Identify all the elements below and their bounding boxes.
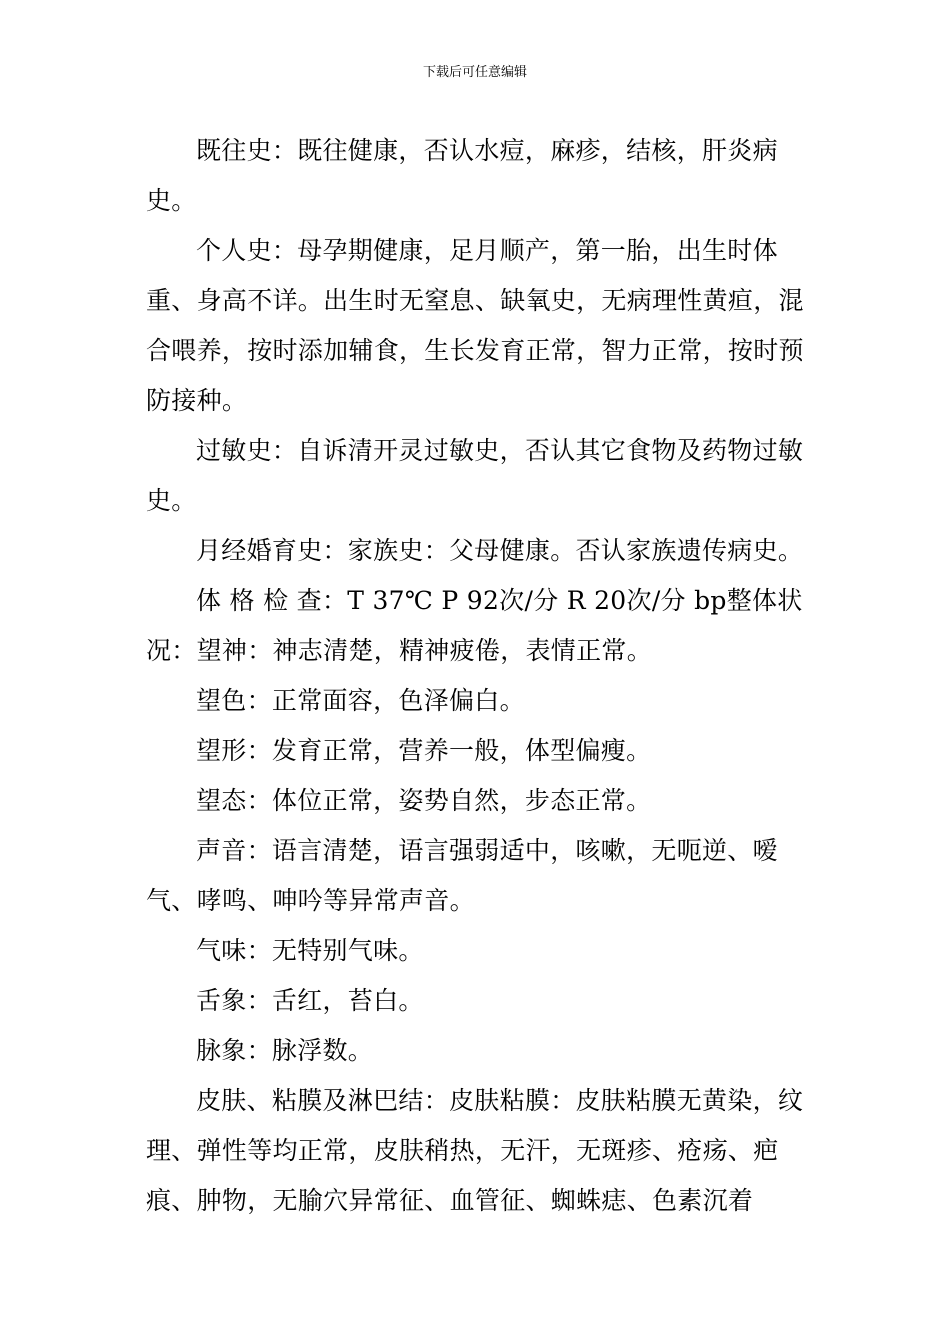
paragraph-body-shape: 望形：发育正常，营养一般，体型偏瘦。 — [196, 736, 652, 765]
paragraph-skin: 皮肤、粘膜及淋巴结：皮肤粘膜：皮肤粘膜无黄染，纹理、弹性等均正常，皮肤稍热，无汗，无斑疹、疮疡、疤痕、肿物，无腧穴异常征、血管征、蜘蛛痣、色素沉着 — [146, 1086, 804, 1215]
paragraph-personal-history: 个人史：母孕期健康，足月顺产，第一胎，出生时体重、身高不详。出生时无窒息、缺氧史，无病理性黄疸，混合喂养，按时添加辅食，生长发育正常，智力正常，按时预防接种。 — [146, 236, 804, 415]
paragraph-tongue: 舌象：舌红，苔白。 — [196, 986, 424, 1015]
paragraph-complexion: 望色：正常面容，色泽偏白。 — [196, 686, 525, 715]
paragraph-past-history: 既往史：既往健康，否认水痘，麻疹，结核，肝炎病史。 — [146, 136, 778, 215]
paragraph-pulse: 脉象：脉浮数。 — [196, 1036, 374, 1065]
paragraph-family-history: 月经婚育史：家族史：父母健康。否认家族遗传病史。 — [196, 536, 804, 565]
page-header: 下载后可任意编辑 — [422, 65, 527, 80]
paragraph-posture: 望态：体位正常，姿势自然，步态正常。 — [196, 786, 652, 815]
paragraph-allergy-history: 过敏史：自诉清开灵过敏史，否认其它食物及药物过敏史。 — [146, 436, 804, 515]
paragraph-physical-exam: 体 格 检 查：T 37℃ P 92次/分 R 20次/分 bp整体状况：望神：神志清楚，精神疲倦，表情正常。 — [146, 586, 803, 665]
document-body — [146, 126, 806, 1226]
paragraph-odor: 气味：无特别气味。 — [196, 936, 424, 965]
paragraph-voice: 声音：语言清楚，语言强弱适中，咳嗽，无呃逆、嗳气、哮鸣、呻吟等异常声音。 — [146, 836, 778, 915]
